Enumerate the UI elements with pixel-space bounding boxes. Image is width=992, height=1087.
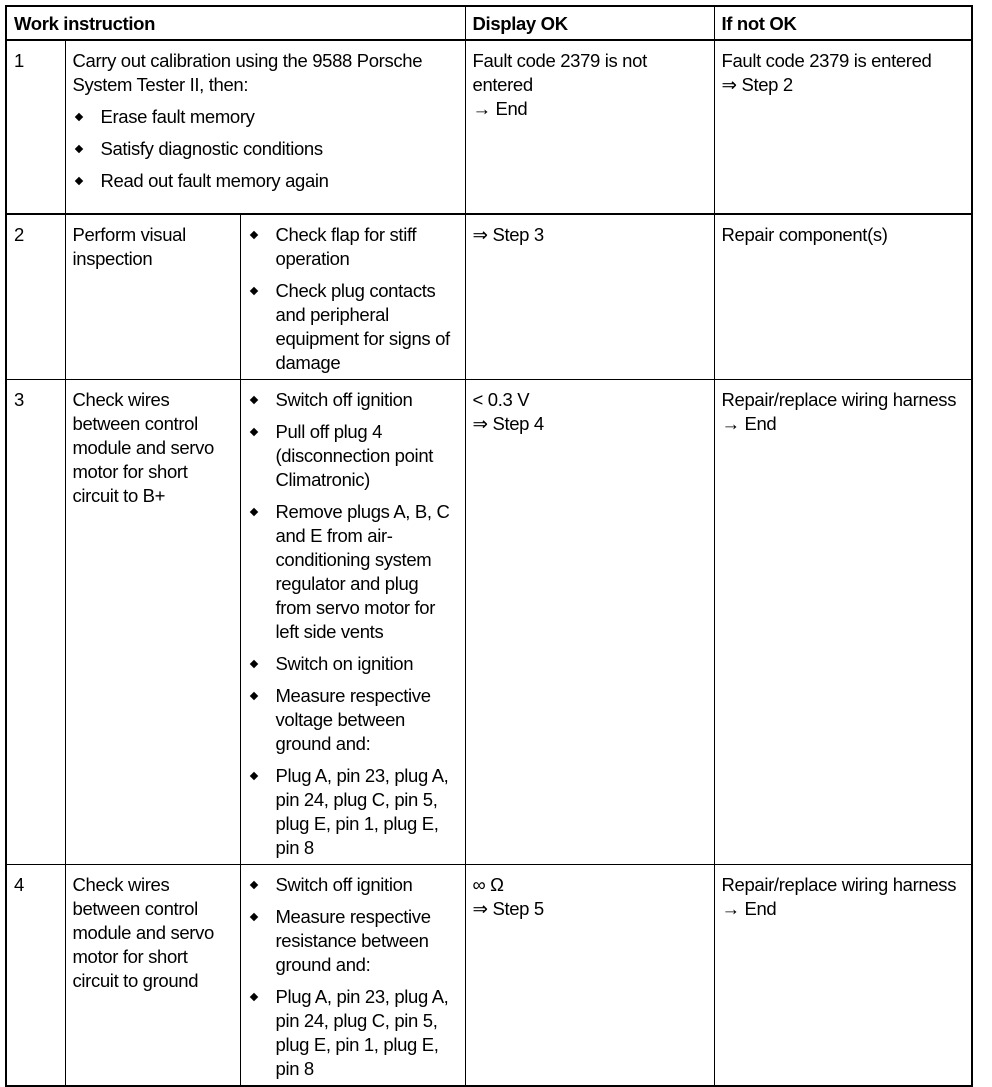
- step-number: 2: [6, 214, 65, 380]
- table-row: [6, 380, 972, 865]
- list-item: Pull off plug 4 (disconnection point Climatronic): [248, 420, 459, 492]
- instruction-cell: Check wires between control module and servo motor for short circuit to ground: [65, 865, 240, 1087]
- diamond-bullet-icon: [249, 772, 257, 780]
- instruction-text: Carry out calibration using the 9588 Porsche System Tester II, then:: [72, 50, 423, 95]
- list-item: Measure respective voltage between ground and:: [248, 684, 459, 756]
- header-work-instruction: Work instruction: [6, 6, 465, 40]
- diamond-bullet-icon: [249, 428, 257, 436]
- if-not-ok-cell: Fault code 2379 is entered ⇒ Step 2: [714, 40, 972, 214]
- bullets-cell: [240, 865, 465, 1087]
- list-item: Read out fault memory again: [73, 169, 459, 193]
- table-row: [6, 40, 972, 214]
- header-display-ok: Display OK: [465, 6, 714, 40]
- display-ok-cell: ∞ Ω ⇒ Step 5: [465, 865, 714, 1087]
- diamond-bullet-icon: [74, 113, 82, 121]
- diamond-bullet-icon: [249, 660, 257, 668]
- if-not-ok-cell: Repair component(s): [714, 214, 972, 380]
- if-not-ok-cell: Repair/replace wiring harness → End: [714, 865, 972, 1087]
- step-number: 3: [6, 380, 65, 865]
- diamond-bullet-icon: [249, 881, 257, 889]
- instruction-cell: [65, 40, 465, 214]
- list-item: Switch off ignition: [248, 388, 459, 412]
- instruction-cell: Perform visual inspection: [65, 214, 240, 380]
- list-item: Plug A, pin 23, plug A, pin 24, plug C, pin 5, plug E, pin 1, plug E, pin 8: [248, 764, 459, 860]
- diamond-bullet-icon: [249, 396, 257, 404]
- bullet-list: [248, 223, 459, 375]
- list-item: Check flap for stiff operation: [248, 223, 459, 271]
- bullet-list: [73, 105, 459, 193]
- diamond-bullet-icon: [249, 231, 257, 239]
- table-row: [6, 214, 972, 380]
- list-item: Erase fault memory: [73, 105, 459, 129]
- list-item: Check plug contacts and peripheral equipment for signs of damage: [248, 279, 459, 375]
- diamond-bullet-icon: [249, 287, 257, 295]
- diamond-bullet-icon: [249, 692, 257, 700]
- step-number: 1: [6, 40, 65, 214]
- table-header-row: [6, 6, 972, 40]
- list-item: Remove plugs A, B, C and E from air-conditioning system regulator and plug from servo motor for left side vents: [248, 500, 459, 644]
- bullet-list: [248, 873, 459, 1081]
- diamond-bullet-icon: [249, 993, 257, 1001]
- diamond-bullet-icon: [249, 913, 257, 921]
- diamond-bullet-icon: [74, 145, 82, 153]
- list-item: Measure respective resistance between ground and:: [248, 905, 459, 977]
- bullet-list: [248, 388, 459, 860]
- instruction-cell: Check wires between control module and servo motor for short circuit to B+: [65, 380, 240, 865]
- bullets-cell: [240, 380, 465, 865]
- display-ok-cell: Fault code 2379 is not entered → End: [465, 40, 714, 214]
- list-item: Plug A, pin 23, plug A, pin 24, plug C, pin 5, plug E, pin 1, plug E, pin 8: [248, 985, 459, 1081]
- table-row: [6, 865, 972, 1087]
- if-not-ok-cell: Repair/replace wiring harness → End: [714, 380, 972, 865]
- diamond-bullet-icon: [249, 508, 257, 516]
- work-instruction-table: [5, 5, 973, 1087]
- diamond-bullet-icon: [74, 177, 82, 185]
- list-item: Satisfy diagnostic conditions: [73, 137, 459, 161]
- bullets-cell: [240, 214, 465, 380]
- display-ok-cell: ⇒ Step 3: [465, 214, 714, 380]
- header-if-not-ok: If not OK: [714, 6, 972, 40]
- list-item: Switch on ignition: [248, 652, 459, 676]
- display-ok-cell: < 0.3 V ⇒ Step 4: [465, 380, 714, 865]
- step-number: 4: [6, 865, 65, 1087]
- list-item: Switch off ignition: [248, 873, 459, 897]
